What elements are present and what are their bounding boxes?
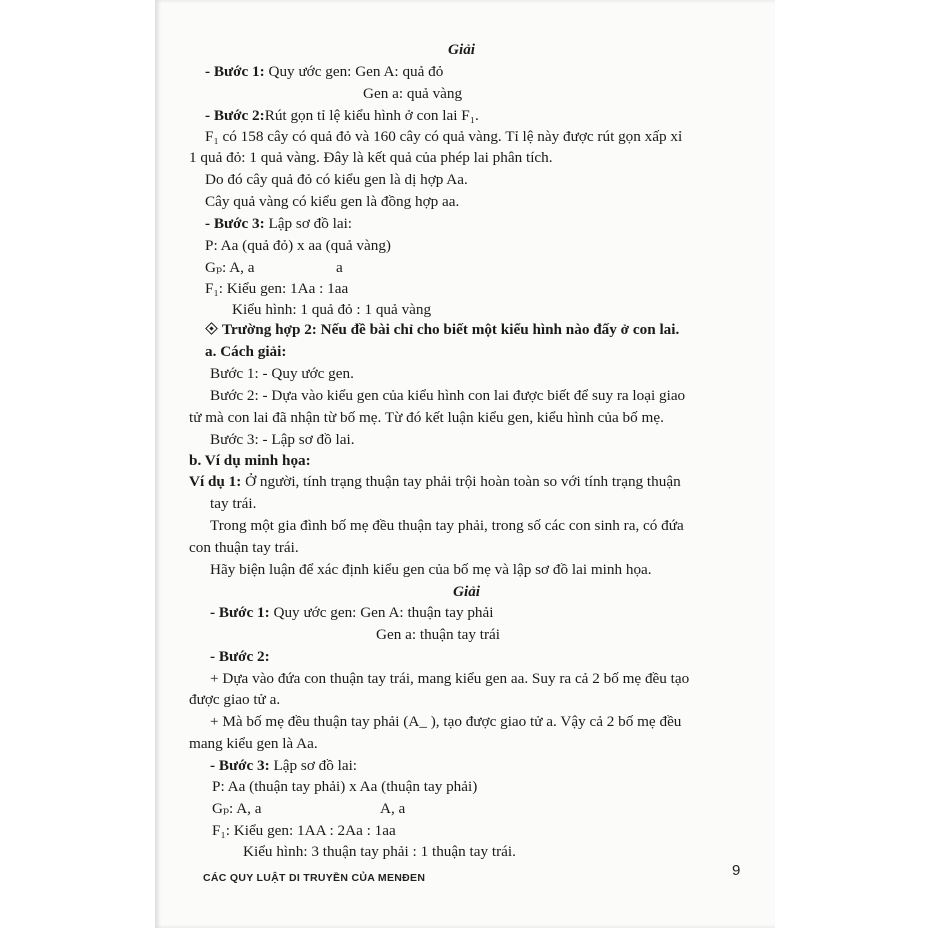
text-line: Bước 1: - Quy ước gen. — [210, 365, 354, 383]
text-line: + Mà bố mẹ đều thuận tay phải (A_ ), tạo được giao tử a. Vậy cả 2 bố mẹ đều — [210, 712, 682, 730]
text-line: P: Aa (quả đỏ) x aa (quả vàng) — [205, 236, 391, 254]
diamond-bullet-icon — [205, 323, 218, 336]
text-line: F₁: Kiểu gen: 1Aa : 1aa — [205, 280, 349, 298]
text-line: 1 quả đỏ: 1 quả vàng. Đây là kết quả của phép lai phân tích. — [189, 149, 553, 167]
text-line: - Bước 1: Quy ước gen: Gen A: thuận tay phải — [210, 604, 494, 622]
step-label: - Bước 3: — [205, 214, 265, 232]
text-line: Bước 2: - Dựa vào kiểu gen của kiểu hình con lai được biết để suy ra loại giao — [210, 386, 686, 404]
text-line: Ví dụ 1: Ở người, tính trạng thuận tay phải trội hoàn toàn so với tính trạng thuận — [189, 473, 681, 491]
step-label: - Bước 3: — [210, 756, 270, 774]
text-line: con thuận tay trái. — [189, 538, 299, 556]
text-line: + Dựa vào đứa con thuận tay trái, mang kiểu gen aa. Suy ra cả 2 bố mẹ đều tạo — [210, 670, 690, 688]
running-footer: CÁC QUY LUẬT DI TRUYỀN CỦA MENĐEN — [203, 872, 426, 884]
text-line: - Bước 3: Lập sơ đồ lai: — [205, 214, 353, 232]
text-line: mang kiểu gen là Aa. — [189, 734, 318, 752]
text-line: tay trái. — [210, 495, 257, 513]
solution-heading: Giải — [448, 41, 476, 58]
step-label: - Bước 2: — [205, 106, 265, 124]
text-line: Gₚ: A, a — [205, 258, 255, 276]
text-line: Do đó cây quả đỏ có kiểu gen là dị hợp Aa. — [205, 171, 468, 189]
solution-heading: Giải — [453, 582, 481, 600]
text-line: Bước 3: - Lập sơ đồ lai. — [210, 430, 355, 448]
text-line: - Bước 3: Lập sơ đồ lai: — [210, 756, 358, 774]
text-line: Kiểu hình: 3 thuận tay phải : 1 thuận tay trái. — [243, 843, 516, 860]
text-line: F₁: Kiểu gen: 1AA : 2Aa : 1aa — [212, 822, 396, 840]
text-line: Gen a: thuận tay trái — [376, 626, 500, 644]
section-heading: a. Cách giải: — [205, 343, 287, 361]
text-line: Gen a: quả vàng — [363, 84, 463, 102]
text-line: F₁ có 158 cây có quả đỏ và 160 cây có quả vàng. Tỉ lệ này được rút gọn xấp xỉ — [205, 128, 683, 146]
example-label: Ví dụ 1: — [189, 473, 242, 491]
text-line: Trong một gia đình bố mẹ đều thuận tay phải, trong số các con sinh ra, có đứa — [210, 517, 684, 535]
text-line: Kiểu hình: 1 quả đỏ : 1 quả vàng — [232, 301, 432, 319]
text-line: Hãy biện luận để xác định kiểu gen của bố mẹ và lập sơ đồ lai minh họa. — [210, 560, 652, 578]
text-line: a — [336, 258, 343, 276]
text-line: tử mà con lai đã nhận từ bố mẹ. Từ đó kết luận kiểu gen, kiểu hình của bố mẹ. — [189, 408, 664, 426]
step-label: - Bước 1: — [205, 62, 265, 80]
text-line: A, a — [380, 800, 406, 818]
step-label: - Bước 2: — [210, 648, 270, 666]
step-label: - Bước 1: — [210, 604, 270, 622]
text-line: - Bước 2:Rút gọn tỉ lệ kiểu hình ở con lai F₁. — [205, 106, 479, 124]
text-line: được giao tử a. — [189, 690, 281, 708]
text-line: - Bước 1: Quy ước gen: Gen A: quả đỏ — [205, 62, 444, 80]
text-line: Cây quả vàng có kiểu gen là đồng hợp aa. — [205, 193, 460, 211]
case-heading: Trường hợp 2: Nếu đề bài chỉ cho biết một kiểu hình nào đấy ở con lai. — [207, 320, 679, 340]
text-line: Gₚ: A, a — [212, 800, 262, 818]
section-heading: b. Ví dụ minh họa: — [189, 452, 311, 470]
text-line: P: Aa (thuận tay phải) x Aa (thuận tay phải) — [212, 778, 478, 796]
page-number: 9 — [732, 862, 741, 879]
